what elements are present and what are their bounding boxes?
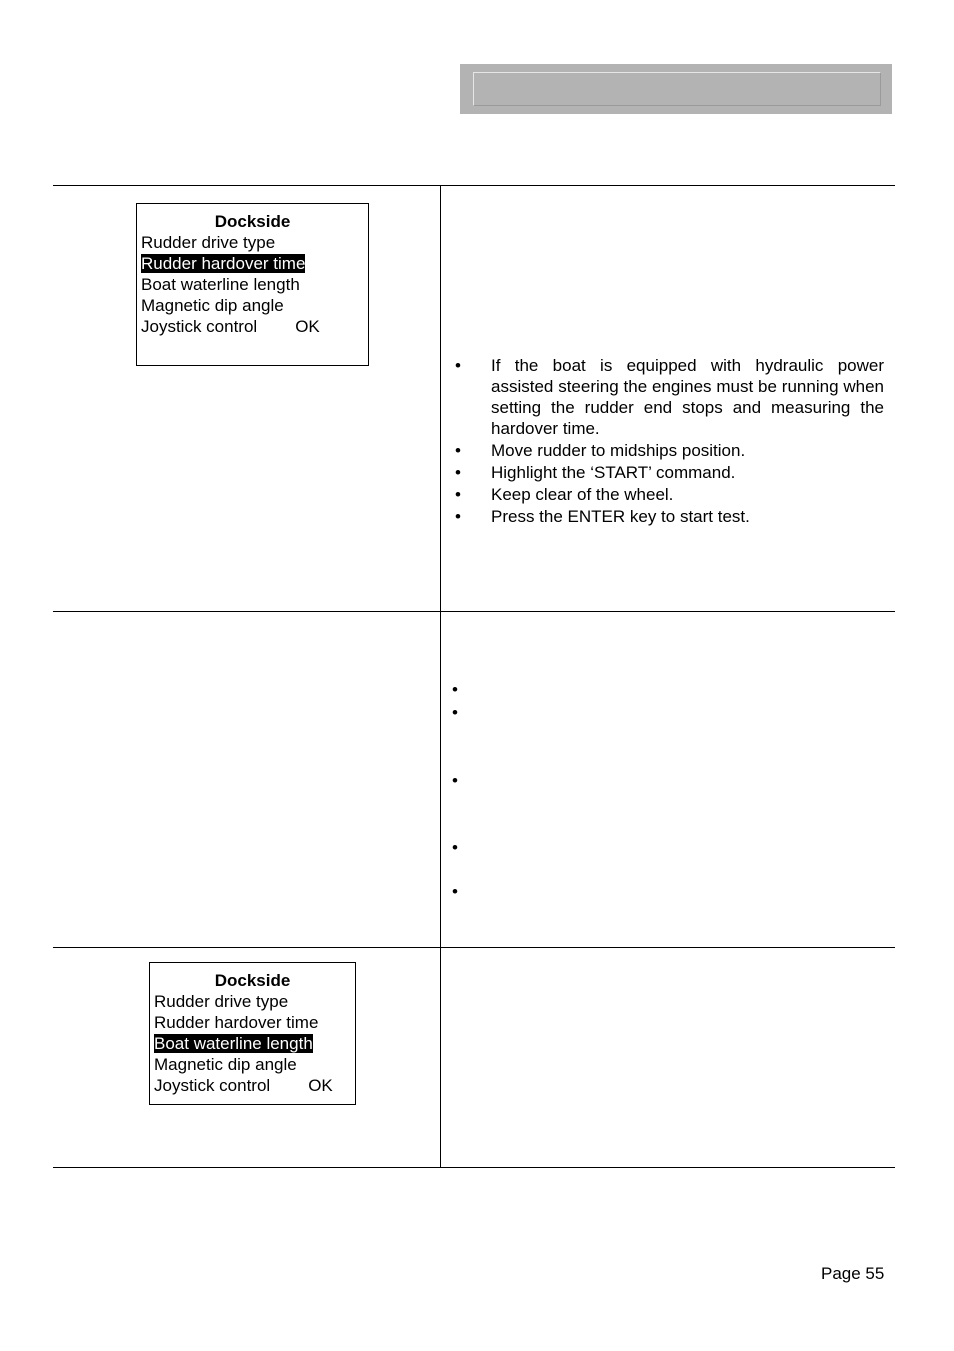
list-item: • If the boat is equipped with hydraulic power assisted steering the engines must be running when setting the rudder end stops and measuring the hardover time. xyxy=(452,355,884,439)
table-rule-bottom xyxy=(53,1167,895,1168)
header-bar xyxy=(460,64,892,114)
table-rule-top xyxy=(53,185,895,186)
bullet-icon: • xyxy=(455,507,461,526)
lcd-menu-item-selected: Rudder hardover time xyxy=(141,254,306,273)
bullet-icon: • xyxy=(452,703,458,722)
table-rule-3 xyxy=(53,947,895,948)
list-item: • Keep clear of the wheel. xyxy=(452,484,884,505)
lcd-screen-dockside-2 xyxy=(149,962,356,1105)
lcd-menu-item: Rudder hardover time xyxy=(154,1013,319,1032)
lcd-menu-item: Magnetic dip angle xyxy=(141,296,284,315)
lcd-menu-item: Boat waterline length xyxy=(141,275,300,294)
table-rule-2 xyxy=(53,611,895,612)
lcd-menu-item: Joystick control OK xyxy=(154,1076,333,1095)
list-item: • Press the ENTER key to start test. xyxy=(452,506,884,527)
lcd-ok-label: OK xyxy=(295,317,320,336)
lcd-title: Dockside xyxy=(214,212,291,231)
list-item: • Move rudder to midships position. xyxy=(452,440,884,461)
bullet-icon: • xyxy=(455,441,461,460)
lcd-menu-item: Rudder drive type xyxy=(141,233,276,252)
lcd-title: Dockside xyxy=(214,971,291,990)
lcd-menu-item: Magnetic dip angle xyxy=(154,1055,297,1074)
lcd-ok-label: OK xyxy=(308,1076,333,1095)
lcd-menu-item-selected: Boat waterline length xyxy=(154,1034,313,1053)
list-item: • Highlight the ‘START’ command. xyxy=(452,462,884,483)
bullet-icon: • xyxy=(455,356,461,375)
bullet-icon: • xyxy=(452,838,458,857)
page-number: Page 55 xyxy=(821,1264,885,1283)
bullet-icon: • xyxy=(452,680,458,699)
lcd-menu-item: Rudder drive type xyxy=(154,992,289,1011)
bullet-icon: • xyxy=(455,463,461,482)
lcd-screen-dockside-1 xyxy=(136,203,369,366)
header-bar-inset xyxy=(473,72,881,106)
lcd-menu-item: Joystick control OK xyxy=(141,317,320,336)
bullet-icon: • xyxy=(452,771,458,790)
instruction-list xyxy=(452,355,884,527)
bullet-icon: • xyxy=(452,882,458,901)
table-column-divider xyxy=(440,185,441,1167)
bullet-icon: • xyxy=(455,485,461,504)
